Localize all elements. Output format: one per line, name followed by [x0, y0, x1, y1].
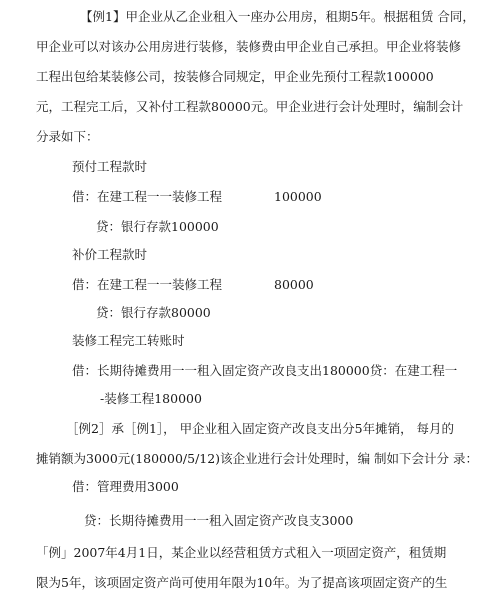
entry4-debit: 借：管理费用3000: [72, 479, 179, 494]
para3-line-2: 限为5年，该项固定资产尚可使用年限为10年。为了提高该项固定资产的生: [36, 575, 448, 590]
entry3-line-1: 借：长期待摊费用一一租入固定资产改良支出180000贷：在建工程一: [72, 363, 458, 378]
para1-line-1: 【例1】甲企业从乙企业租入一座办公用房，租期5年。根据租赁 合同，: [80, 9, 475, 24]
entry2-amount: 80000: [274, 277, 314, 292]
entry4-credit: 贷：长期待摊费用一一租入固定资产改良支3000: [84, 513, 354, 528]
para3-line-1: 「例」2007年4月1日，某企业以经营租赁方式租入一项固定资产，租赁期: [36, 545, 447, 560]
heading-transfer: 装修工程完工转账时: [72, 333, 185, 348]
para1-line-4: 元，工程完工后，又补付工程款80000元。甲企业进行会计处理时，编制会计: [36, 99, 464, 114]
para1-line-5: 分录如下：: [36, 129, 99, 144]
entry3-line-2: -装修工程180000: [100, 391, 202, 406]
heading-supplement: 补价工程款时: [72, 247, 148, 262]
entry2-credit: 贷：银行存款80000: [96, 305, 211, 320]
heading-prepay: 预付工程款时: [72, 159, 148, 174]
para1-line-2: 甲企业可以对该办公用房进行装修，装修费由甲企业自己承担。甲企业将装修: [36, 39, 462, 54]
entry1-debit: 借：在建工程一一装修工程: [72, 189, 223, 204]
entry1-credit: 贷：银行存款100000: [96, 219, 219, 234]
para2-line-2: 摊销额为3000元(180000/5/12)该企业进行会计处理时，编 制如下会计分 录：: [36, 451, 479, 466]
para2-line-1: ［例2］承［例1］， 甲企业租入固定资产改良支出分5年摊销， 每月的: [66, 421, 455, 436]
entry1-amount: 100000: [274, 189, 322, 204]
entry2-debit: 借：在建工程一一装修工程: [72, 277, 223, 292]
para1-line-3: 工程出包给某装修公司，按装修合同规定，甲企业先预付工程款100000: [36, 69, 434, 84]
